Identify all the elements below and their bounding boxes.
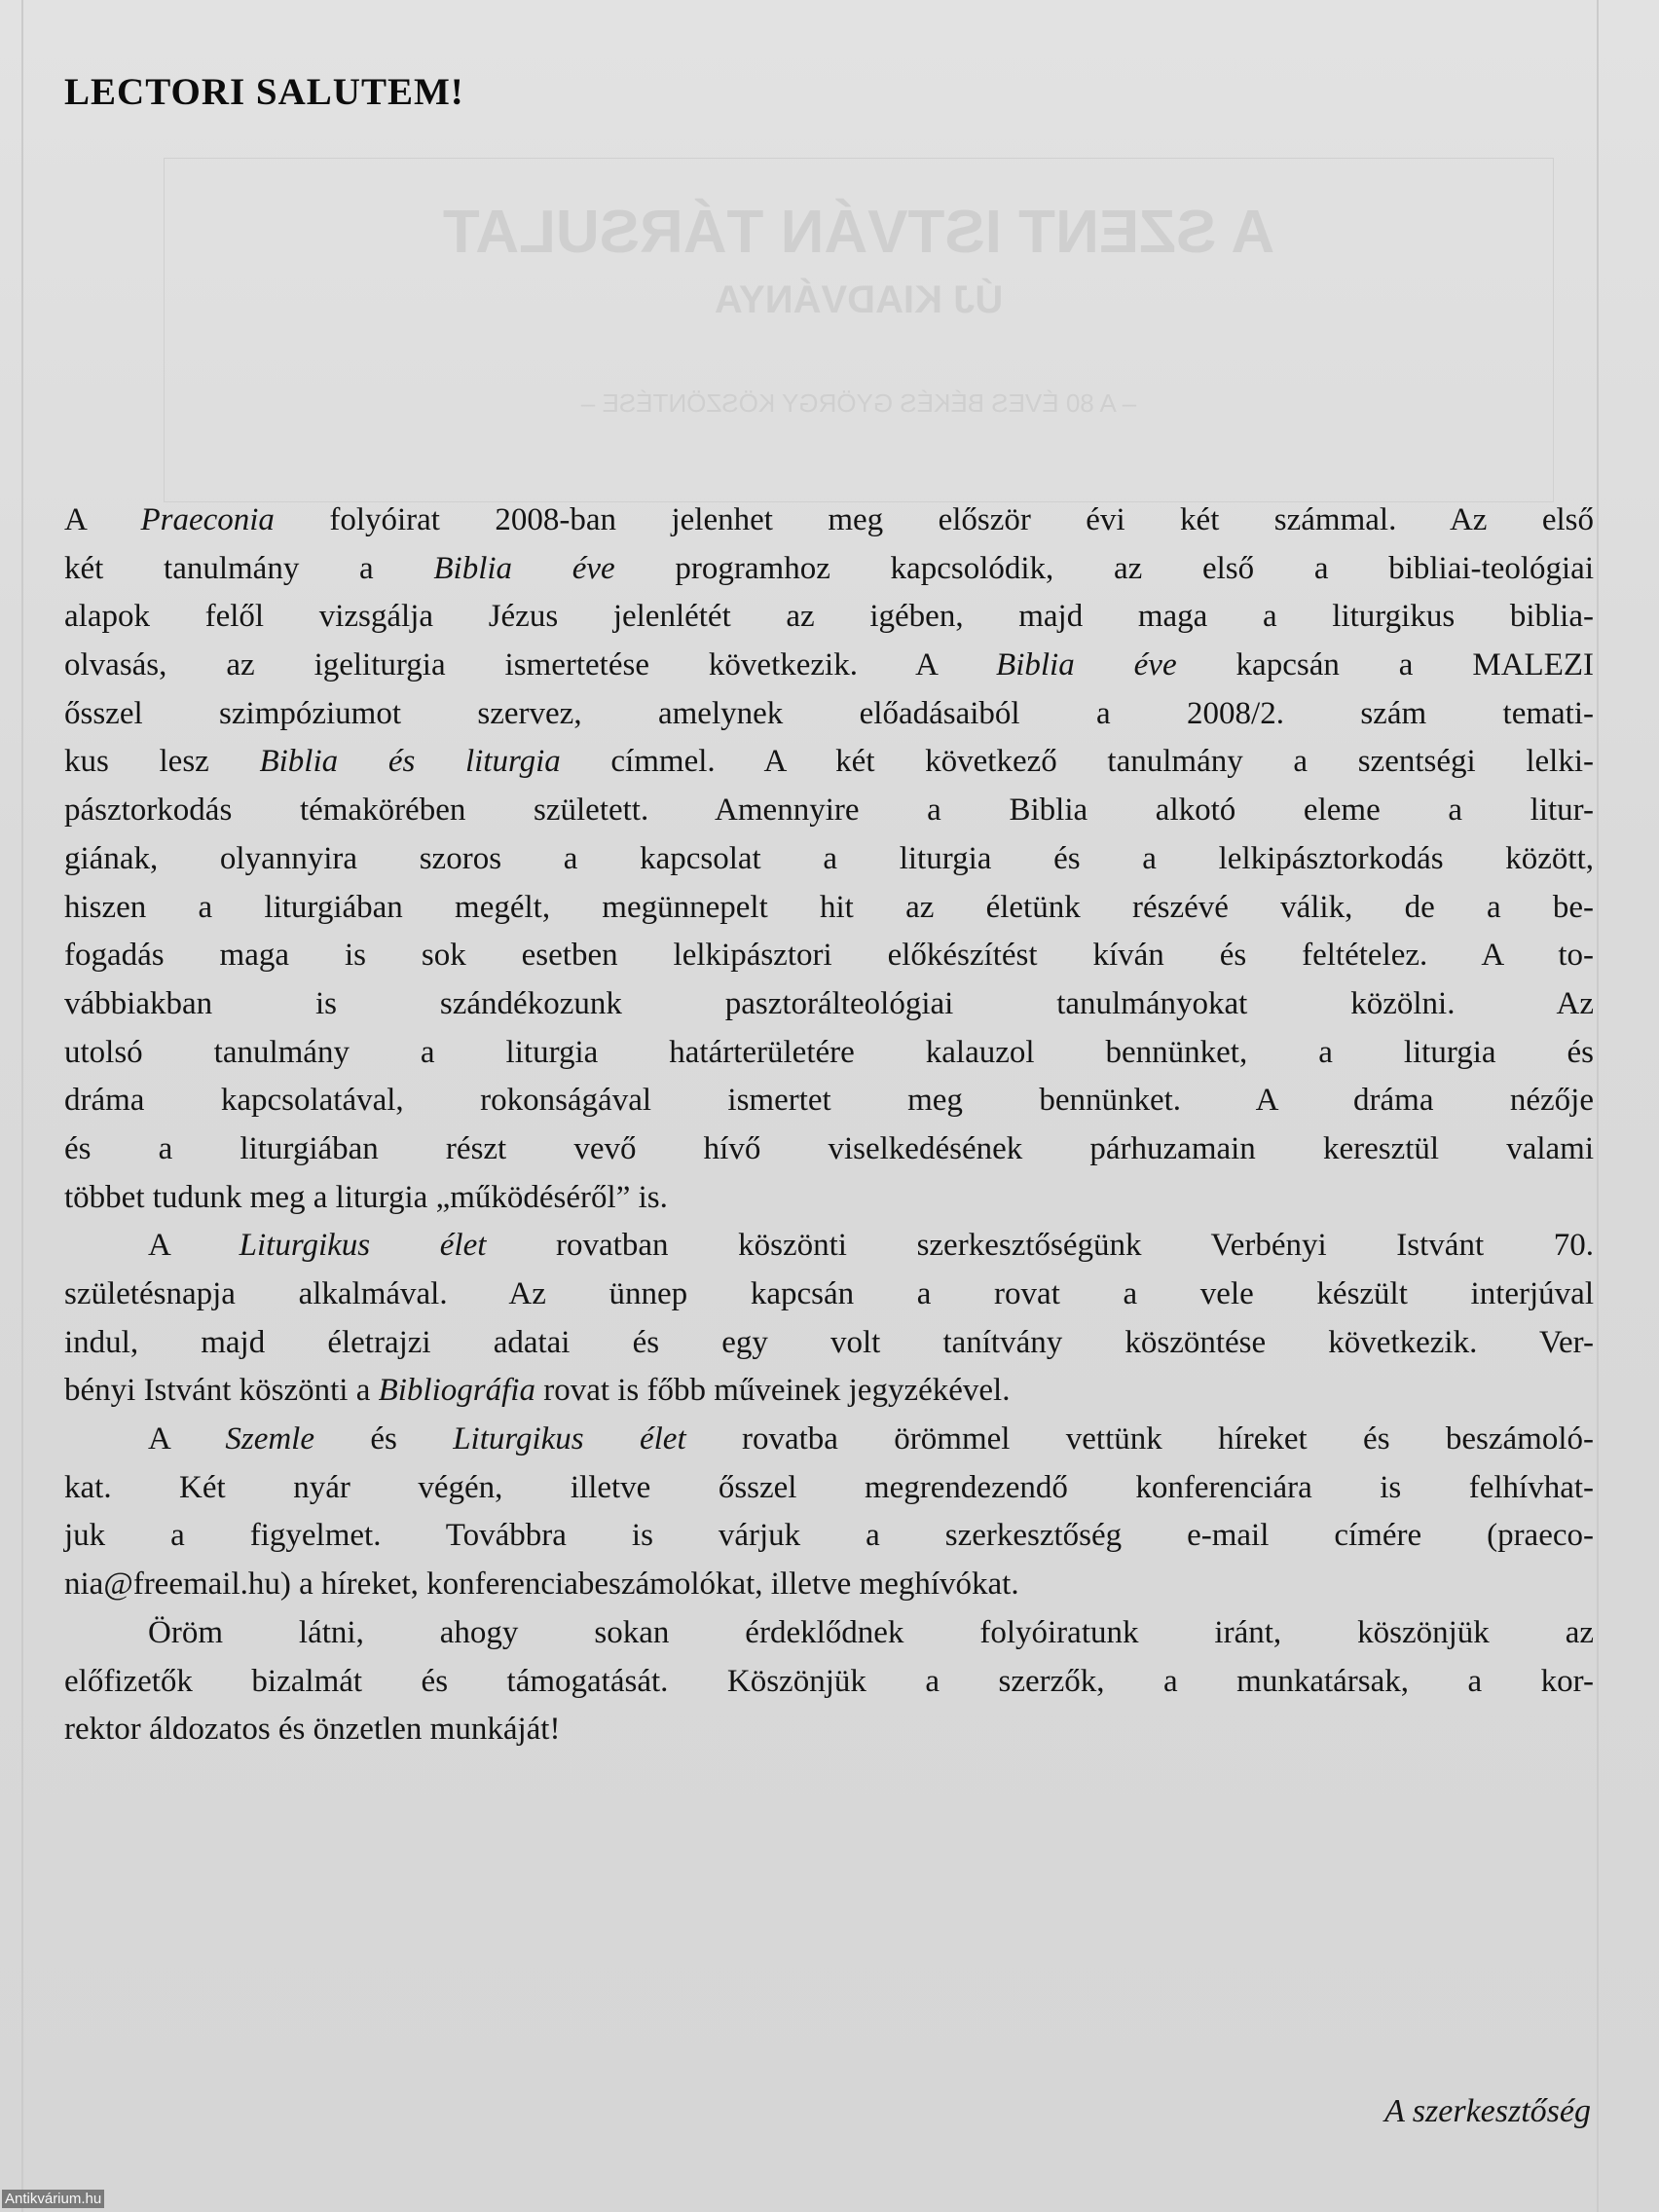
paragraph — [64, 497, 1594, 1222]
bleed-through-text: A SZENT ISTVÁN TÁRSULAT — [442, 199, 1275, 266]
page-title: LECTORI SALUTEM! — [64, 71, 464, 113]
text-segment: folyóirat 2008-ban jelenhet meg először évi két számmal. Az első — [274, 502, 1595, 537]
text-line — [64, 1222, 1594, 1271]
italic-text: Liturgikus élet — [239, 1228, 487, 1264]
text-segment: dráma kapcsolatával, rokonságával ismertet meg bennünket. A dráma nézője — [64, 1083, 1594, 1119]
text-segment: A — [64, 502, 141, 537]
text-line — [64, 1319, 1594, 1368]
text-segment: címmel. A két következő tanulmány a szentségi lelki- — [560, 744, 1594, 780]
text-line — [64, 545, 1594, 594]
text-segment: pásztorkodás témakörében született. Amennyire a Biblia alkotó eleme a litur- — [64, 793, 1594, 829]
text-line — [64, 1029, 1594, 1078]
text-segment: programhoz kapcsolódik, az első a bibliai-teológiai — [614, 550, 1594, 586]
text-line — [64, 1512, 1594, 1561]
bleed-through-text: ÚJ KIADVÁNYA — [714, 278, 1004, 321]
text-line — [64, 1464, 1594, 1513]
text-line — [64, 690, 1594, 739]
text-segment: kus lesz — [64, 744, 260, 780]
signature: A szerkesztőség — [1384, 2093, 1591, 2129]
text-line — [64, 1271, 1594, 1319]
text-segment: alapok felől vizsgálja Jézus jelenlétét az igében, majd maga a liturgikus biblia- — [64, 599, 1594, 635]
italic-text: Liturgikus élet — [453, 1421, 686, 1457]
text-segment: A — [148, 1421, 226, 1457]
paragraph — [64, 1609, 1594, 1754]
text-segment: rovatban köszönti szerkesztőségünk Verbényi Istvánt 70. — [486, 1228, 1594, 1264]
text-line — [64, 980, 1594, 1029]
text-line — [64, 1367, 1594, 1416]
text-segment: két tanulmány a — [64, 550, 434, 586]
page-edge — [21, 0, 23, 2212]
body-text — [64, 497, 1594, 1754]
bleed-through-text: – A 80 ÉVES BÉKÉS GYÖRGY KÖSZÖNTÉSE – — [580, 388, 1137, 418]
text-segment: és a liturgiában részt vevő hívő viselkedésének párhuzamain keresztül valami — [64, 1130, 1594, 1166]
text-segment: rektor áldozatos és önzetlen munkáját! — [64, 1712, 561, 1748]
text-segment: rovat is főbb műveinek jegyzékével. — [535, 1373, 1011, 1409]
paragraph — [64, 1416, 1594, 1609]
text-segment: hiszen a liturgiában megélt, megünnepelt hit az életünk részévé válik, de a be- — [64, 889, 1594, 925]
text-line — [64, 1416, 1594, 1464]
text-segment: kapcsán a MALEZI — [1176, 647, 1595, 683]
page-edge — [1597, 0, 1599, 2212]
italic-text: Praeconia — [140, 502, 275, 537]
text-line — [64, 884, 1594, 933]
text-line — [64, 1174, 1594, 1223]
text-segment: A — [148, 1228, 240, 1264]
text-segment: juk a figyelmet. Továbbra is várjuk a szerkesztőség e-mail címére (praeco- — [64, 1518, 1594, 1554]
text-line — [64, 1609, 1594, 1658]
text-line — [64, 835, 1594, 884]
text-line — [64, 787, 1594, 835]
text-segment: előfizetők bizalmát és támogatását. Köszönjük a szerzők, a munkatársak, a kor- — [64, 1663, 1594, 1699]
text-segment: olvasás, az igeliturgia ismertetése következik. A — [64, 647, 997, 683]
bleed-through-box — [164, 158, 1554, 502]
text-line — [64, 1561, 1594, 1609]
text-segment: többet tudunk meg a liturgia „működéséről” is. — [64, 1179, 668, 1215]
italic-text: Biblia éve — [996, 647, 1177, 683]
text-line — [64, 1658, 1594, 1707]
text-segment: rovatba örömmel vettünk híreket és beszámoló- — [685, 1421, 1594, 1457]
italic-text: Bibliográfia — [378, 1373, 535, 1409]
text-line — [64, 1706, 1594, 1754]
text-line — [64, 738, 1594, 787]
italic-text: Biblia éve — [433, 550, 615, 586]
text-segment: indul, majd életrajzi adatai és egy volt tanítvány köszöntése következik. Ver- — [64, 1324, 1594, 1360]
text-segment: vábbiakban is szándékozunk pasztorálteológiai tanulmányokat közölni. Az — [64, 985, 1594, 1021]
watermark: Antikvárium.hu — [2, 2190, 104, 2208]
text-segment: utolsó tanulmány a liturgia határterületére kalauzol bennünket, a liturgia és — [64, 1034, 1594, 1070]
text-line — [64, 1077, 1594, 1125]
text-segment: bényi Istvánt köszönti a — [64, 1373, 379, 1409]
paragraph — [64, 1222, 1594, 1416]
text-segment: Öröm látni, ahogy sokan érdeklődnek folyóiratunk iránt, köszönjük az — [148, 1614, 1594, 1650]
text-line — [64, 642, 1594, 690]
text-segment: giának, olyannyira szoros a kapcsolat a liturgia és a lelkipásztorkodás között, — [64, 840, 1594, 876]
text-segment: születésnapja alkalmával. Az ünnep kapcsán a rovat a vele készült interjúval — [64, 1276, 1594, 1311]
text-segment: kat. Két nyár végén, illetve ősszel megrendezendő konferenciára is felhívhat- — [64, 1469, 1594, 1505]
text-line — [64, 497, 1594, 545]
italic-text: Biblia és liturgia — [259, 744, 561, 780]
text-line — [64, 593, 1594, 642]
text-segment: és — [314, 1421, 454, 1457]
italic-text: Szemle — [225, 1421, 314, 1457]
text-segment: fogadás maga is sok esetben lelkipásztori előkészítést kíván és feltételez. A to- — [64, 938, 1594, 974]
text-segment: nia@freemail.hu) a híreket, konferenciabeszámolókat, illetve meghívókat. — [64, 1567, 1019, 1603]
text-line — [64, 932, 1594, 980]
text-segment: ősszel szimpóziumot szervez, amelynek előadásaiból a 2008/2. szám temati- — [64, 695, 1594, 731]
text-line — [64, 1125, 1594, 1174]
